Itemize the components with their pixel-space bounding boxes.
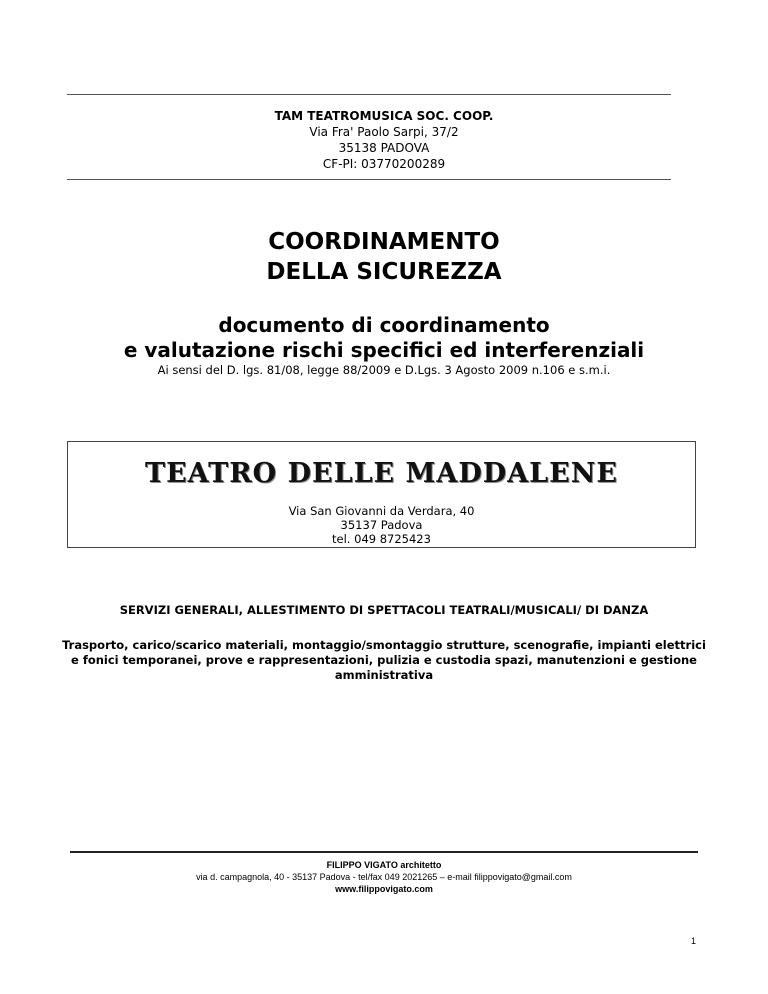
theatre-city: 35137 Padova (340, 518, 423, 532)
page-number: 1 (690, 936, 696, 946)
theatre-name: TEATRO DELLE MADDALENE (145, 458, 618, 489)
company-name: TAM TEATROMUSICA SOC. COOP. (274, 109, 494, 123)
company-tax-id: CF-PI: 03770200289 (322, 157, 446, 171)
services-title: SERVIZI GENERALI, ALLESTIMENTO DI SPETTACOLI TEATRALI/MUSICALI/ DI DANZA (119, 603, 649, 617)
footer (0, 859, 768, 895)
header-bottom-rule (67, 179, 671, 180)
legal-reference: Ai sensi del D. lgs. 81/08, legge 88/2009 e D.Lgs. 3 Agosto 2009 n.106 e s.m.i. (157, 363, 611, 377)
document-subtitle (0, 313, 768, 363)
theatre-address-block (68, 504, 695, 546)
theatre-phone: tel. 049 8725423 (332, 532, 431, 546)
footer-author: FILIPPO VIGATO architetto (326, 860, 442, 870)
title-line-1: COORDINAMENTO (268, 229, 500, 255)
services-description: Trasporto, carico/scarico materiali, montaggio/smontaggio strutture, scenografie, impianti elettrici e fonici temporanei, prove e rappresentazioni, pulizia e custodia spazi, manutenzioni e gestione amministrativa (62, 638, 706, 682)
footer-rule (70, 851, 698, 853)
footer-website[interactable]: www.filippovigato.com (335, 884, 433, 894)
footer-contact: via d. campagnola, 40 - 35137 Padova - tel/fax 049 2021265 – e-mail filippovigato@gmail.com (196, 872, 572, 882)
subtitle-line-1: documento di coordinamento (218, 313, 550, 337)
company-address: Via Fra' Paolo Sarpi, 37/2 (309, 125, 459, 139)
theatre-address: Via San Giovanni da Verdara, 40 (288, 504, 475, 518)
company-header (0, 108, 768, 172)
title-line-2: DELLA SICUREZZA (266, 259, 502, 285)
document-title (0, 227, 768, 287)
company-city: 35138 PADOVA (338, 141, 430, 155)
theatre-box (67, 441, 696, 548)
header-top-rule (67, 94, 671, 95)
subtitle-line-2: e valutazione rischi specifici ed interferenziali (123, 338, 645, 362)
